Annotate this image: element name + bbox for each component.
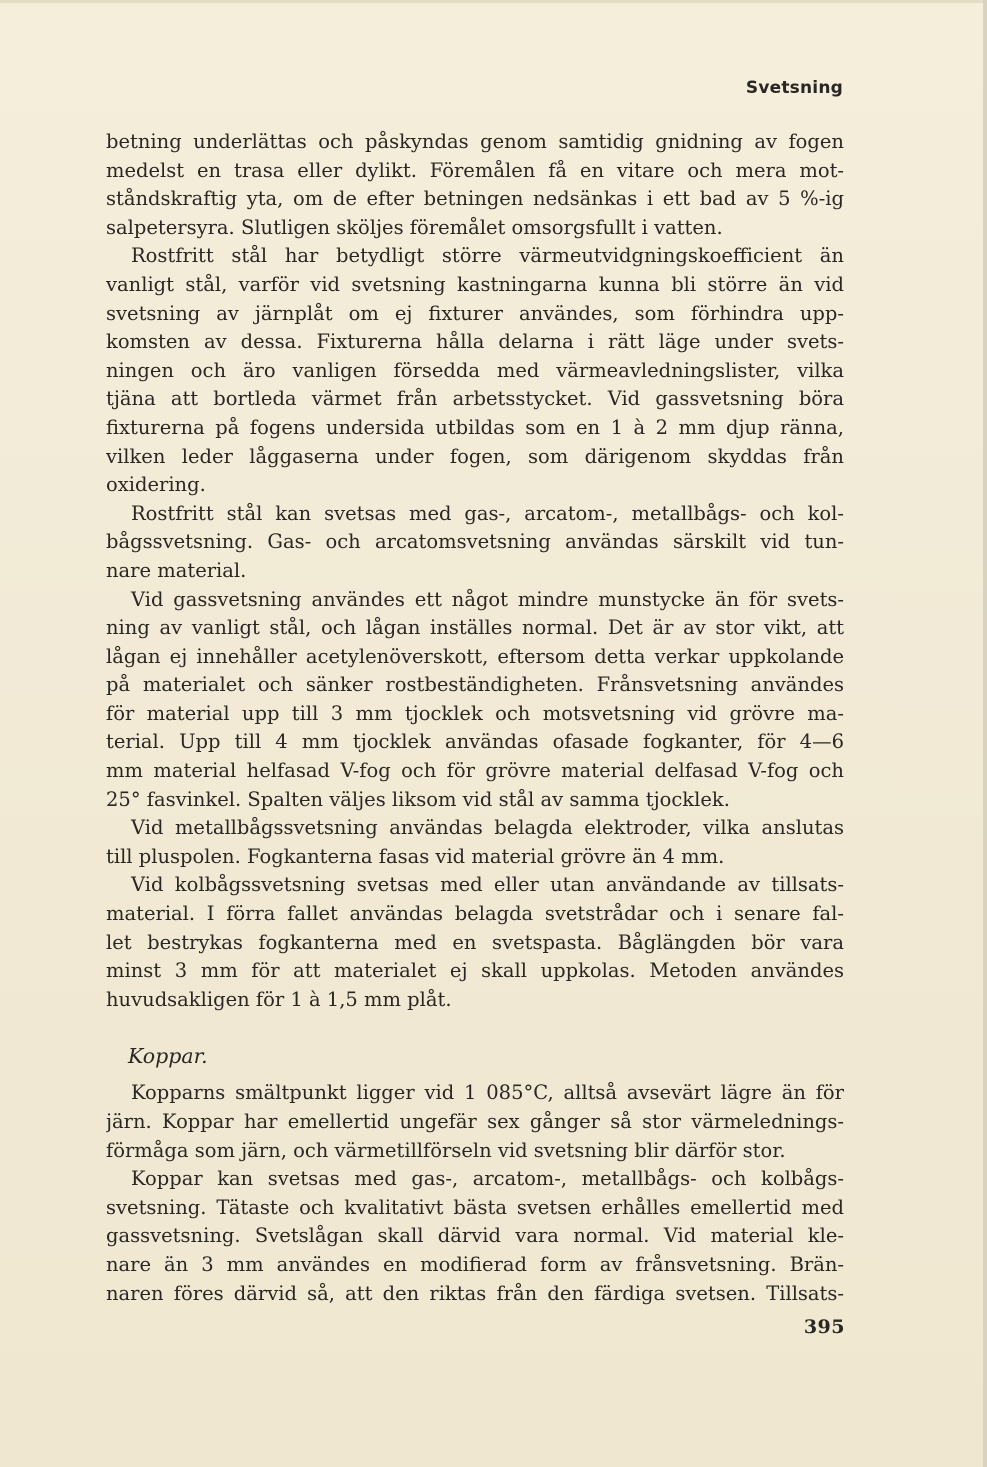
text-line: nare än 3 mm användes en modifierad form av frånsvetsning. Brän- xyxy=(106,1252,844,1276)
page-edge-top xyxy=(0,0,987,3)
text-line: Koppar kan svetsas med gas-, arcatom-, metallbågs- och kolbågs- xyxy=(131,1167,844,1191)
text-line: vilken leder låggaserna under fogen, som därigenom skyddas från xyxy=(106,444,844,468)
page-edge-right xyxy=(983,0,987,1467)
text-line: bågssvetsning. Gas- och arcatomsvetsning användas särskilt vid tun- xyxy=(106,530,844,554)
section-heading: Koppar. xyxy=(128,1044,208,1069)
text-line: mm material helfasad V-fog och för grövre material delfasad V-fog och xyxy=(106,759,844,783)
text-line: vanligt stål, varför vid svetsning kastningarna kunna bli större än vid xyxy=(106,272,844,296)
text-line: för material upp till 3 mm tjocklek och motsvetsning vid grövre ma- xyxy=(106,701,844,725)
text-line: ningen och äro vanligen försedda med värmeavledningslister, vilka xyxy=(106,358,844,382)
text-block-stainless xyxy=(106,128,844,1014)
text-line: Rostfritt stål kan svetsas med gas-, arcatom-, metallbågs- och kol- xyxy=(131,501,844,525)
body-text xyxy=(106,128,844,1308)
text-line: Rostfritt stål har betydligt större värmeutvidgningskoefficient än xyxy=(131,244,844,268)
text-line: let bestrykas fogkanterna med en svetspasta. Båglängden bör vara xyxy=(106,930,844,954)
running-head: Svetsning xyxy=(745,78,843,98)
text-line: komsten av dessa. Fixturerna hålla delarna i rätt läge under svets- xyxy=(106,330,844,354)
page-number: 395 xyxy=(803,1316,845,1338)
text-line: naren föres därvid så, att den riktas från den färdiga svetsen. Tillsats- xyxy=(106,1281,844,1305)
text-line: Vid kolbågssvetsning svetsas med eller utan användande av tillsats- xyxy=(131,873,844,897)
text-line: ståndskraftig yta, om de efter betningen nedsänkas i ett bad av 5 %-ig xyxy=(106,187,844,211)
text-line: på materialet och sänker rostbeständigheten. Frånsvetsning användes xyxy=(106,673,844,697)
text-block-copper xyxy=(106,1079,844,1308)
text-line: terial. Upp till 4 mm tjocklek användas ofasade fogkanter, för 4—6 xyxy=(106,730,844,754)
text-line: minst 3 mm för att materialet ej skall uppkolas. Metoden användes xyxy=(106,959,844,983)
text-line: material. I förra fallet användas belagda svetstrådar och i senare fal- xyxy=(106,902,844,926)
text-line: svetsning av järnplåt om ej fixturer användes, som förhindra upp- xyxy=(106,301,844,325)
text-line: medelst en trasa eller dylikt. Föremålen få en vitare och mera mot- xyxy=(106,158,844,182)
text-line: Kopparns smältpunkt ligger vid 1 085°C, alltså avsevärt lägre än för xyxy=(131,1081,844,1105)
text-line: huvudsakligen för 1 à 1,5 mm plåt. xyxy=(106,987,452,1011)
text-line: salpetersyra. Slutligen sköljes föremålet omsorgsfullt i vatten. xyxy=(106,215,723,239)
text-line: lågan ej innehåller acetylenöverskott, eftersom detta verkar uppkolande xyxy=(106,644,844,668)
text-line: Vid gassvetsning användes ett något mindre munstycke än för svets- xyxy=(131,587,844,611)
text-line: svetsning. Tätaste och kvalitativt bästa svetsen erhålles emellertid med xyxy=(106,1195,844,1219)
text-line: betning underlättas och påskyndas genom samtidig gnidning av fogen xyxy=(106,130,844,153)
text-line: tjäna att bortleda värmet från arbetsstycket. Vid gassvetsning böra xyxy=(106,387,844,411)
text-line: oxidering. xyxy=(106,473,206,497)
text-line: förmåga som järn, och värmetillförseln vid svetsning blir därför stor. xyxy=(106,1138,786,1162)
text-line: järn. Koppar har emellertid ungefär sex gånger så stor värmelednings- xyxy=(106,1110,844,1133)
text-line: gassvetsning. Svetslågan skall därvid vara normal. Vid material kle- xyxy=(106,1224,844,1248)
text-line: ning av vanligt stål, och lågan inställes normal. Det är av stor vikt, att xyxy=(106,616,844,640)
text-line: till pluspolen. Fogkanterna fasas vid material grövre än 4 mm. xyxy=(106,844,725,868)
text-line: nare material. xyxy=(106,558,247,582)
text-line: Vid metallbågssvetsning användas belagda elektroder, vilka anslutas xyxy=(131,816,844,840)
text-line: fixturerna på fogens undersida utbildas som en 1 à 2 mm djup ränna, xyxy=(106,415,844,439)
text-line: 25° fasvinkel. Spalten väljes liksom vid stål av samma tjocklek. xyxy=(106,787,730,811)
